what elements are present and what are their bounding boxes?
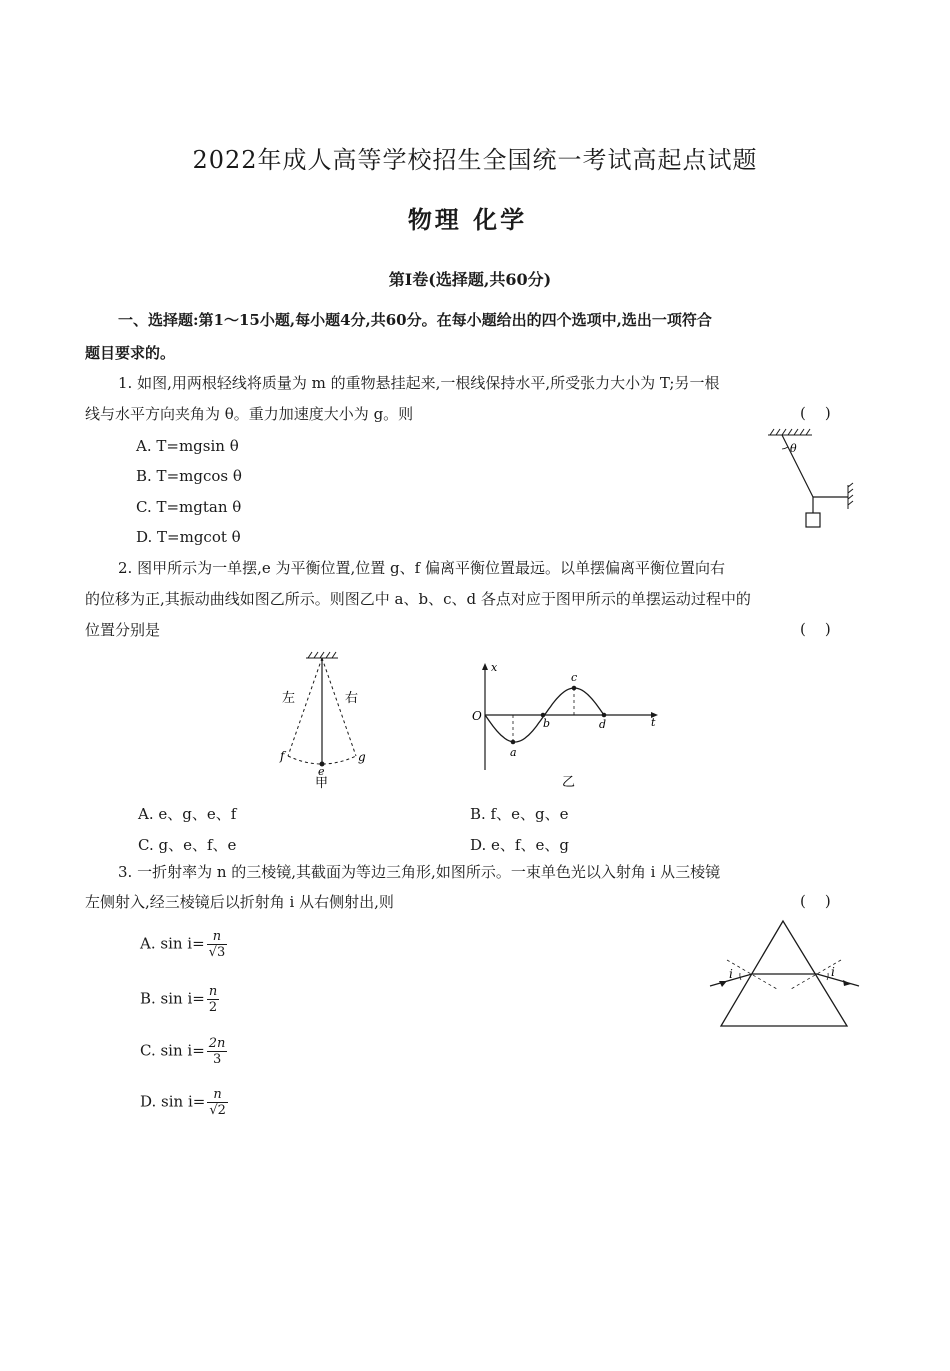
point-a: [511, 740, 516, 745]
q1-stem-line1: 1. 如图,用两根轻线将质量为 m 的重物悬挂起来,一根线保持水平,所受张力大小为 T;另一根: [118, 374, 720, 392]
label-b: b: [543, 717, 551, 730]
emergent-ray: [817, 974, 859, 986]
label-a: a: [510, 746, 517, 759]
pendulum-ceiling-hatch-icon: [306, 652, 338, 658]
q1-answer-paren[interactable]: ( ): [800, 404, 831, 422]
q3-stem-line2: 左侧射入,经三棱镜后以折射角 i 从右侧射出,则: [85, 893, 394, 911]
q2-option-c[interactable]: C. g、e、f、e: [138, 836, 237, 854]
q2-option-a[interactable]: A. e、g、e、f: [138, 805, 237, 823]
caption-jia: 甲: [315, 776, 329, 791]
exam-title: 2022年成人高等学校招生全国统一考试高起点试题: [192, 146, 758, 174]
q3-option-c-fraction: [207, 1036, 228, 1067]
caption-yi: 乙: [562, 775, 576, 790]
origin-label: O: [472, 709, 482, 723]
q3-option-d[interactable]: [140, 1087, 228, 1118]
section-instruction-line1: 一、选择题:第1～15小题,每小题4分,共60分。在每小题给出的四个选项中,选出一项符合: [118, 311, 712, 329]
q1-figure-suspended-weight: [760, 425, 860, 535]
axis-label-x: x: [491, 661, 498, 674]
weight-block: [806, 513, 820, 527]
wall-hatch-icon: [848, 483, 853, 509]
incident-arrow-icon: [719, 981, 727, 987]
q3-option-c[interactable]: [140, 1036, 227, 1067]
label-g: g: [358, 750, 366, 764]
fraction-numerator: n: [207, 1087, 228, 1103]
angle-label-right: i: [831, 965, 835, 979]
fraction-denominator: √2: [209, 1103, 226, 1118]
q2-answer-paren[interactable]: ( ): [800, 620, 831, 638]
label-left: 左: [282, 691, 296, 706]
angle-label-theta: θ: [790, 442, 797, 455]
q2-figure-pendulum: [270, 648, 380, 793]
q2-stem-line3: 位置分别是: [85, 621, 161, 639]
q1-option-b[interactable]: B. T=mgcos θ: [136, 467, 242, 485]
label-f: f: [280, 749, 285, 763]
point-c: [572, 686, 577, 691]
fraction-numerator: n: [207, 929, 228, 945]
q3-option-a-label: A. sin i=: [140, 934, 205, 953]
q3-figure-prism: [705, 918, 865, 1033]
axis-label-t: t: [651, 716, 656, 729]
volume-heading: 第Ⅰ卷(选择题,共60分): [388, 270, 552, 289]
q3-option-d-fraction: [207, 1087, 228, 1118]
angle-arc: [782, 447, 788, 449]
ceiling-hatch-icon: [768, 429, 812, 435]
q3-answer-paren[interactable]: ( ): [800, 892, 831, 910]
q3-option-a-fraction: [207, 929, 228, 960]
q3-stem-line1: 3. 一折射率为 n 的三棱镜,其截面为等边三角形,如图所示。一束单色光以入射角 i 从三棱镜: [118, 863, 721, 881]
label-d: d: [599, 718, 607, 731]
q1-option-c[interactable]: C. T=mgtan θ: [136, 498, 242, 516]
pendulum-string-left: [288, 658, 322, 756]
q3-option-b[interactable]: [140, 984, 219, 1015]
fraction-numerator: n: [208, 984, 218, 999]
label-c: c: [571, 671, 578, 684]
q3-option-b-fraction: [207, 984, 219, 1015]
q2-option-d[interactable]: D. e、f、e、g: [470, 836, 569, 854]
q1-option-a[interactable]: A. T=mgsin θ: [136, 437, 239, 455]
point-d: [602, 713, 607, 718]
fraction-denominator: √3: [208, 945, 226, 960]
q3-option-d-label: D. sin i=: [140, 1092, 206, 1111]
q2-stem-line1: 2. 图甲所示为一单摆,e 为平衡位置,位置 g、f 偏离平衡位置最远。以单摆偏离平衡位置向右: [118, 559, 725, 577]
q2-figure-vibration-curve: [465, 660, 665, 790]
q3-option-a[interactable]: [140, 929, 227, 960]
angle-arc-left: [740, 973, 741, 980]
inclined-string: [782, 435, 813, 497]
q1-option-d[interactable]: D. T=mgcot θ: [136, 528, 241, 546]
q2-stem-line2: 的位移为正,其振动曲线如图乙所示。则图乙中 a、b、c、d 各点对应于图甲所示的单摆运动过程中的: [85, 590, 751, 608]
label-right: 右: [345, 691, 359, 706]
q3-option-c-label: C. sin i=: [140, 1041, 205, 1060]
q3-option-b-label: B. sin i=: [140, 989, 205, 1008]
label-e: e: [318, 765, 325, 778]
subject-heading: 物理 化学: [407, 205, 528, 234]
q2-option-b[interactable]: B. f、e、g、e: [470, 805, 569, 823]
fraction-denominator: 3: [212, 1052, 222, 1067]
pendulum-string-right: [322, 658, 359, 756]
section-instruction-line2: 题目要求的。: [85, 344, 176, 362]
fraction-numerator: 2n: [208, 1036, 226, 1051]
fraction-denominator: 2: [208, 1000, 218, 1015]
q1-stem-line2: 线与水平方向夹角为 θ。重力加速度大小为 g。则: [85, 405, 414, 423]
angle-label-left: i: [729, 967, 733, 981]
x-axis-arrow-icon: [482, 663, 488, 670]
